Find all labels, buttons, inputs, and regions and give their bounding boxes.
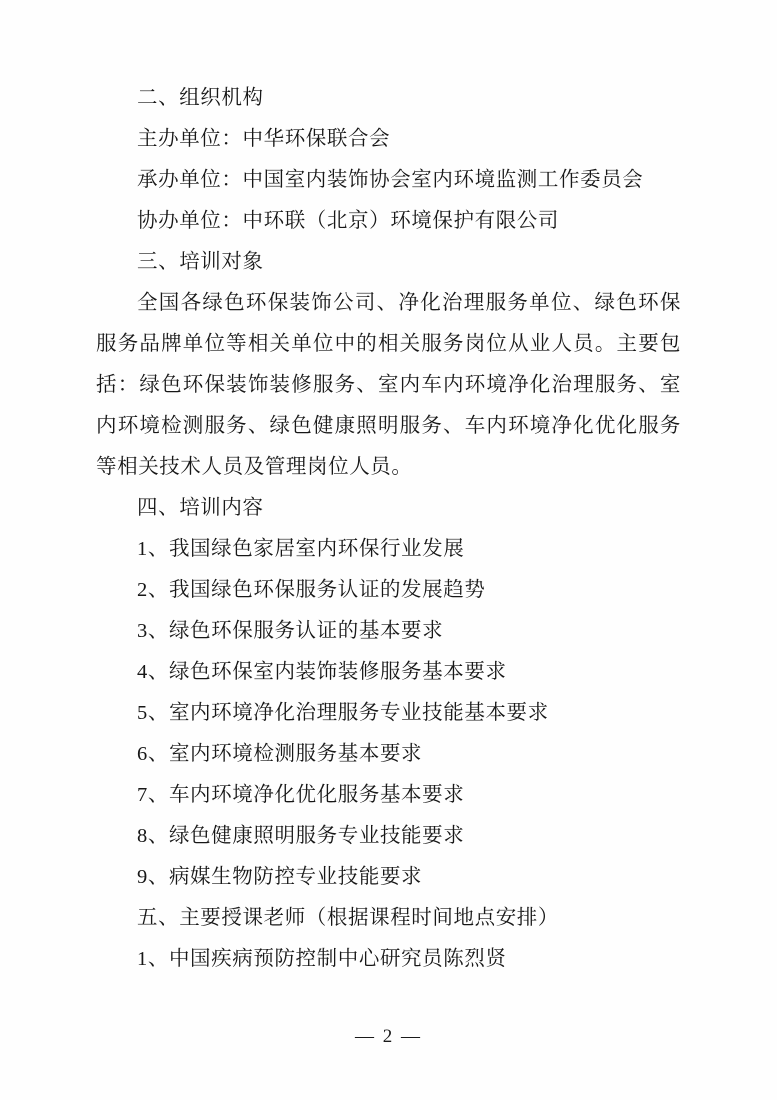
content-item-8: 8、绿色健康照明服务专业技能要求: [137, 825, 465, 847]
document-body: [96, 78, 681, 980]
content-item-6: 6、室内环境检测服务基本要求: [137, 743, 423, 765]
content-item-7: 7、车内环境净化优化服务基本要求: [137, 784, 465, 806]
teacher-item-1: 1、中国疾病预防控制中心研究员陈烈贤: [137, 948, 507, 970]
content-item-9: 9、病媒生物防控专业技能要求: [137, 866, 423, 888]
heading-trainees: 三、培训对象: [137, 251, 264, 273]
content-item-4: 4、绿色环保室内装饰装修服务基本要求: [137, 661, 507, 683]
heading-organization: 二、组织机构: [137, 87, 264, 109]
co-organizer-unit-line: 协办单位：中环联（北京）环境保护有限公司: [137, 210, 559, 232]
content-item-5: 5、室内环境净化治理服务专业技能基本要求: [137, 702, 549, 724]
heading-training-content: 四、培训内容: [137, 497, 264, 519]
content-item-3: 3、绿色环保服务认证的基本要求: [137, 620, 444, 642]
content-item-1: 1、我国绿色家居室内环保行业发展: [137, 538, 465, 560]
heading-teachers: 五、主要授课老师（根据课程时间地点安排）: [137, 907, 559, 929]
organizer-unit-line: 承办单位：中国室内装饰协会室内环境监测工作委员会: [137, 169, 644, 191]
host-unit-line: 主办单位：中华环保联合会: [137, 128, 391, 150]
content-item-2: 2、我国绿色环保服务认证的发展趋势: [137, 579, 486, 601]
trainees-paragraph: 全国各绿色环保装饰公司、净化治理服务单位、绿色环保服务品牌单位等相关单位中的相关服务岗位从业人员。主要包括：绿色环保装饰装修服务、室内车内环境净化治理服务、室内环境检测服务、绿色健康照明服务、车内环境净化优化服务等相关技术人员及管理岗位人员。: [96, 292, 681, 478]
page-number: — 2 —: [355, 1026, 422, 1047]
